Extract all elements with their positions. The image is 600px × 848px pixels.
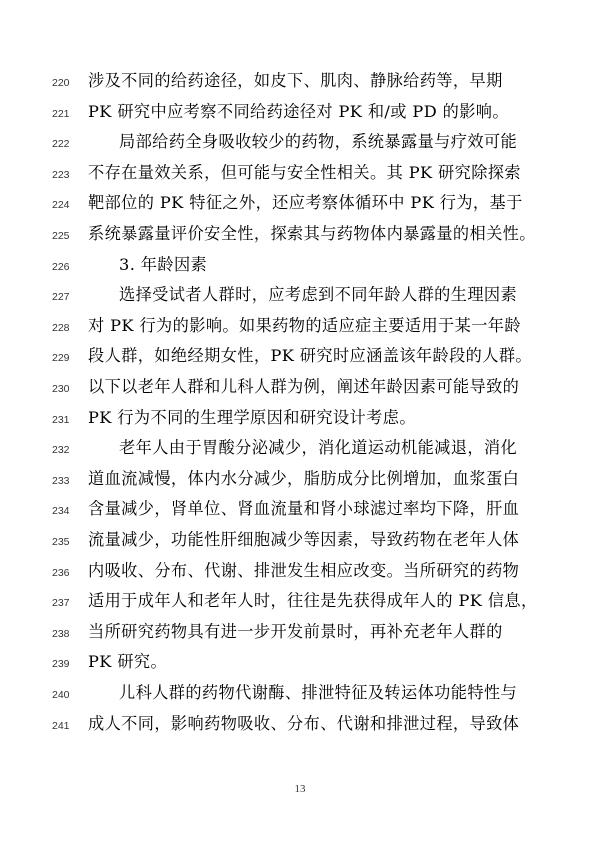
line-text: 道血流减慢，体内水分减少，脂肪成分比例增加，血浆蛋白 [88, 468, 520, 488]
line-number: 233 [52, 474, 70, 487]
line-text: 段人群，如绝经期女性，PK 研究时应涵盖该年龄段的人群。 [88, 346, 533, 366]
document-line [0, 407, 600, 429]
line-text: PK 行为不同的生理学原因和研究设计考虑。 [88, 407, 416, 427]
line-number: 236 [52, 566, 70, 579]
line-number: 228 [52, 321, 70, 334]
line-number: 232 [52, 444, 70, 457]
document-line [0, 70, 600, 92]
line-text: 以下以老年人群和儿科人群为例，阐述年龄因素可能导致的 [88, 377, 520, 396]
line-text: 含量减少，肾单位、肾血流量和肾小球滤过率均下降，肝血 [88, 499, 520, 519]
document-line [0, 101, 600, 123]
line-text: 局部给药全身吸收较少的药物，系统暴露量与疗效可能 [119, 132, 518, 152]
document-line [0, 131, 600, 153]
line-number: 240 [52, 689, 70, 701]
document-line [0, 223, 600, 245]
line-number: 241 [52, 719, 70, 732]
document-line [0, 284, 600, 306]
line-text: 对 PK 行为的影响。如果药物的适应症主要适用于某一年龄 [88, 315, 521, 335]
document-line [0, 345, 600, 367]
line-number: 224 [52, 199, 70, 212]
line-text: 老年人由于胃酸分泌减少，消化道运动机能减退，消化 [119, 438, 518, 458]
line-number: 238 [52, 627, 70, 640]
line-text: 内吸收、分布、代谢、排泄发生相应改变。当所研究的药物 [88, 560, 520, 580]
line-text: 系统暴露量评价安全性，探索其与药物体内暴露量的相关性。 [88, 224, 536, 243]
line-text: PK 研究。 [88, 652, 168, 672]
line-number: 239 [52, 658, 70, 671]
line-text: 当所研究药物具有进一步开发前景时，再补充老年人群的 [88, 621, 503, 641]
line-number: 226 [52, 260, 70, 273]
line-number: 223 [52, 168, 70, 181]
document-line [0, 192, 600, 214]
line-number: 220 [52, 77, 70, 89]
line-text: 儿科人群的药物代谢酶、排泄特征及转运体功能特性与 [119, 683, 518, 702]
document-line [0, 713, 600, 735]
document-line [0, 254, 600, 276]
section-heading: 3. 年龄因素 [119, 254, 208, 274]
line-number: 225 [52, 230, 70, 242]
line-text: 不存在量效关系，但可能与安全性相关。其 PK 研究除探索 [88, 162, 521, 182]
line-text: 涉及不同的给药途径，如皮下、肌肉、静脉给药等，早期 [88, 71, 503, 90]
page-number: 13 [294, 783, 306, 795]
line-number: 234 [52, 505, 70, 518]
line-number: 227 [52, 291, 70, 304]
line-text: PK 研究中应考察不同给药途径对 PK 和/或 PD 的影响。 [88, 101, 509, 121]
line-number: 221 [52, 107, 70, 120]
line-text: 靶部位的 PK 特征之外，还应考察体循环中 PK 行为，基于 [88, 193, 523, 213]
line-text: 流量减少，功能性肝细胞减少等因素，导致药物在老年人体 [88, 530, 520, 549]
document-line [0, 651, 600, 673]
document-line [0, 682, 600, 704]
line-number: 235 [52, 536, 70, 548]
line-text: 成人不同，影响药物吸收、分布、代谢和排泄过程，导致体 [88, 713, 520, 733]
line-number: 222 [52, 138, 70, 151]
document-line [0, 437, 600, 459]
document-line [0, 529, 600, 551]
line-number: 237 [52, 597, 70, 610]
line-text: 选择受试者人群时，应考虑到不同年龄人群的生理因素 [119, 285, 518, 305]
document-line [0, 498, 600, 520]
document-line [0, 315, 600, 337]
document-line [0, 590, 600, 612]
line-number: 230 [52, 383, 70, 395]
line-text: 适用于成年人和老年人时，往往是先获得成年人的 PK 信息， [88, 591, 538, 611]
document-line [0, 560, 600, 582]
document-line [0, 621, 600, 643]
document-line [0, 376, 600, 398]
document-line [0, 162, 600, 184]
line-number: 229 [52, 352, 70, 365]
document-line [0, 468, 600, 490]
line-number: 231 [52, 413, 70, 426]
